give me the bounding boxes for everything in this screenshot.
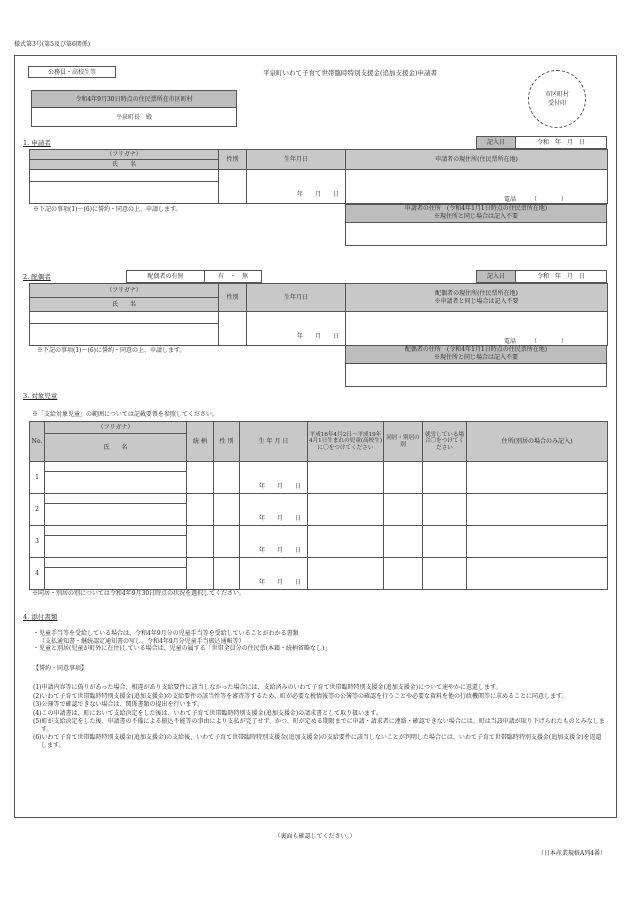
child-furigana-field[interactable] [45,494,187,504]
category-box: 公務員・高校生等 [28,66,116,78]
child-highschool-field[interactable] [308,558,384,590]
child-name-field[interactable] [45,536,187,558]
address-header: 申請者の現住所(住民票所在地) [346,150,608,170]
applicant-jan-address-field[interactable] [345,222,607,246]
spouse-flag-label: 配偶者の有無 [126,270,205,283]
child-gender-field[interactable] [214,526,240,558]
consent-item: (6)いわて子育て世帯臨時特別支援金(追加支援金)の支給後、いわて子育て世帯臨時特別支援金(追加支援金)の支給要件に該当しないことが判明した場合には、いわて子育て世帯臨時特別支援金(追加支援金)を返還します。 [33,734,602,749]
spouse-gender-field[interactable] [219,312,247,346]
child-row-no: 2 [30,494,45,526]
section2-title: 2. 配偶者 [23,273,51,281]
spouse-jan-line1: 配偶者の住所 (令和4年1月1日時点の住民票所在地) [404,346,548,353]
spouse-address-line1: 配偶者の現住所(住民票所在地) [435,290,518,297]
section4-title: 4. 添付書類 [23,613,58,621]
spouse-flag-value[interactable]: 有 ・ 無 [204,270,262,283]
child-row-no: 3 [30,526,45,558]
paper-size: （日本産業規格A列4番） [537,850,606,857]
name-header: 氏 名 [30,160,219,170]
col-address: 住所(別居の場合のみ記入) [467,422,608,462]
child-birthdate-field[interactable]: 年 月 日 [240,462,308,494]
attachments-list [33,630,603,653]
child-residence-field[interactable] [384,494,423,526]
back-note: （裏面も確認してください。） [274,833,356,840]
child-name-field[interactable] [45,472,187,494]
spouse-address-field[interactable]: 電話 （ ） [346,312,608,346]
children-note-top: ※「支給対象児童」の範囲については記載要領を参照してください。 [32,411,218,418]
child-employed-field[interactable] [423,462,467,494]
child-relation-field[interactable] [187,558,214,590]
attachment-item: ・児童手当等を受給している場合は、令和4年9月分の児童手当等を受給していることがわかる書類 [33,630,299,637]
col-employed: 就労している場合〇をつけてください [423,422,467,462]
applicant-name-field[interactable] [30,182,219,204]
child-row-no: 4 [30,558,45,590]
consent-item: (2)いわて子育て世帯臨時特別支援金(追加支援金)の支給要件の該当性等を審査等するため、町が必要な税情報等の公簿等の確認を行うことや必要な資料を他の行政機関等に求めることに同意します。 [33,692,568,700]
child-address-field[interactable] [467,494,608,526]
spouse-birthdate-header: 生年月日 [247,284,346,312]
consent-list [33,684,605,749]
applicant-gender-field[interactable] [219,170,247,204]
applicant-table [29,149,608,204]
child-employed-field[interactable] [423,558,467,590]
child-address-field[interactable] [467,462,608,494]
child-gender-field[interactable] [214,462,240,494]
child-address-field[interactable] [467,526,608,558]
consent-item: (3)公簿等で確認できない場合は、関係書類の提出を行います。 [33,701,204,708]
child-highschool-field[interactable] [308,494,384,526]
col-highschool: 平成16年4月2日～平成19年4月1日生まれの児童(高校生)に〇をつけてください [308,422,384,462]
spouse-furigana-field[interactable] [30,312,219,324]
col-no: No. [30,422,45,462]
child-employed-field[interactable] [423,526,467,558]
stamp-line2: 受付印 [547,100,566,107]
col-residence: 同居・別居の別 [384,422,423,462]
spouse-gender-header: 性別 [219,284,247,312]
child-furigana-field[interactable] [45,462,187,472]
child-address-field[interactable] [467,558,608,590]
child-residence-field[interactable] [384,462,423,494]
child-row-no: 1 [30,462,45,494]
consent-item: (5)町が支給決定をした後、申請書の不備による振込不能等の事由により支払が完了せず、かつ、町が定める期限までに申請・請求者に連絡・確認できない場合には、町は当該申請が取り下げられたものとみなします。 [33,718,605,733]
attachment-item: （支払通知書・継続認定通知書の写し、令和4年9月分児童手当振込通帳等） [39,637,245,645]
child-name-field[interactable] [45,568,187,590]
child-birthdate-field[interactable]: 年 月 日 [240,494,308,526]
applicant-birthdate-field[interactable]: 年 月 日 [247,170,346,204]
col-furigana: （フリガナ） [45,422,187,434]
child-highschool-field[interactable] [308,462,384,494]
child-furigana-field[interactable] [45,526,187,536]
spouse-jan-address-field[interactable] [345,363,607,387]
spouse-furigana-header: （フリガナ） [30,284,219,298]
child-name-field[interactable] [45,504,187,526]
children-note-bottom: ※同居・別居の別については令和4年9月30日時点の状況を選択してください。 [32,590,246,597]
col-birthdate: 生 年 月 日 [240,422,308,462]
spouse-birthdate-field[interactable]: 年 月 日 [247,312,346,346]
spouse-address-line2: ※申請者と同じ場合は記入不要 [434,297,519,305]
consent-item: (4)この申請書は、町において支給決定をした後は、いわて子育て世帯臨時特別支援金(追加支援金)の請求書として取り扱います。 [33,709,382,717]
child-gender-field[interactable] [214,494,240,526]
spouse-name-header: 氏 名 [30,298,219,312]
spouse-consent: ※下記の事項(1)～(6)に誓約・同意の上、申請します。 [37,347,186,354]
gender-header: 性別 [219,150,247,170]
col-name: 氏 名 [45,434,187,462]
spouse-name-field[interactable] [30,324,219,346]
applicant-consent: ※下記の事項(1)～(6)に誓約・同意の上、申請します。 [33,206,182,213]
applicant-furigana-field[interactable] [30,170,219,182]
form-number: 様式第3号(第5及び第6関係) [14,41,91,48]
child-relation-field[interactable] [187,462,214,494]
child-residence-field[interactable] [384,558,423,590]
stamp-line1: 市区町村 [544,91,569,98]
birthdate-header: 生年月日 [247,150,346,170]
section1-title: 1. 申請者 [23,139,51,147]
child-birthdate-field[interactable]: 年 月 日 [240,558,308,590]
spouse-entry-date-value: 令和 年 月 日 [515,270,607,283]
consent-heading: 【誓約・同意事項】 [33,665,88,672]
reception-stamp [528,70,586,128]
child-relation-field[interactable] [187,526,214,558]
col-relation: 続 柄 [187,422,214,462]
section3-title: 3. 対象児童 [23,392,58,400]
municipality-label: 令和4年9月30日時点の住民票所在市区町村 [31,90,237,108]
attachment-item: ・児童と別居(児童が町外に在住)している場合は、児童の属する「世帯全員分の住民票(本籍・続柄省略なし)」 [33,645,331,652]
child-highschool-field[interactable] [308,526,384,558]
spouse-entry-date-label: 記入日 [476,270,516,283]
furigana-header: （フリガナ） [30,150,219,160]
col-gender: 性 別 [214,422,240,462]
entry-date-label: 記入日 [476,136,516,149]
spouse-jan-line2: ※現住所と同じ場合は記入不要 [433,353,518,361]
form-title: 平泉町いわて子育て世帯臨時特別支援金(追加支援金)申請書 [262,69,438,77]
child-gender-field[interactable] [214,558,240,590]
applicant-jan-line2: ※現住所と同じ場合は記入不要 [433,212,518,220]
children-table [29,421,608,590]
child-residence-field[interactable] [384,526,423,558]
spouse-table [29,283,608,346]
child-employed-field[interactable] [423,494,467,526]
spouse-jan-address-header [345,345,607,364]
applicant-jan-line1: 申請者の住所 (令和4年1月1日時点の住民票所在地) [404,205,548,212]
applicant-jan-address-header [345,204,607,223]
addressee: 平泉町長 殿 [31,107,237,127]
applicant-address-field[interactable]: 電話 （ ） [346,170,608,204]
child-furigana-field[interactable] [45,558,187,568]
child-relation-field[interactable] [187,494,214,526]
child-birthdate-field[interactable]: 年 月 日 [240,526,308,558]
consent-item: (1)申請内容等に偽りがあった場合、相違があり支給要件に該当しなかった場合には、支給済みのいわて子育て世帯臨時特別支援金(追加支援金)について速やかに返還します。 [33,684,502,691]
entry-date-value: 令和 年 月 日 [515,136,607,149]
spouse-address-header [346,284,608,312]
